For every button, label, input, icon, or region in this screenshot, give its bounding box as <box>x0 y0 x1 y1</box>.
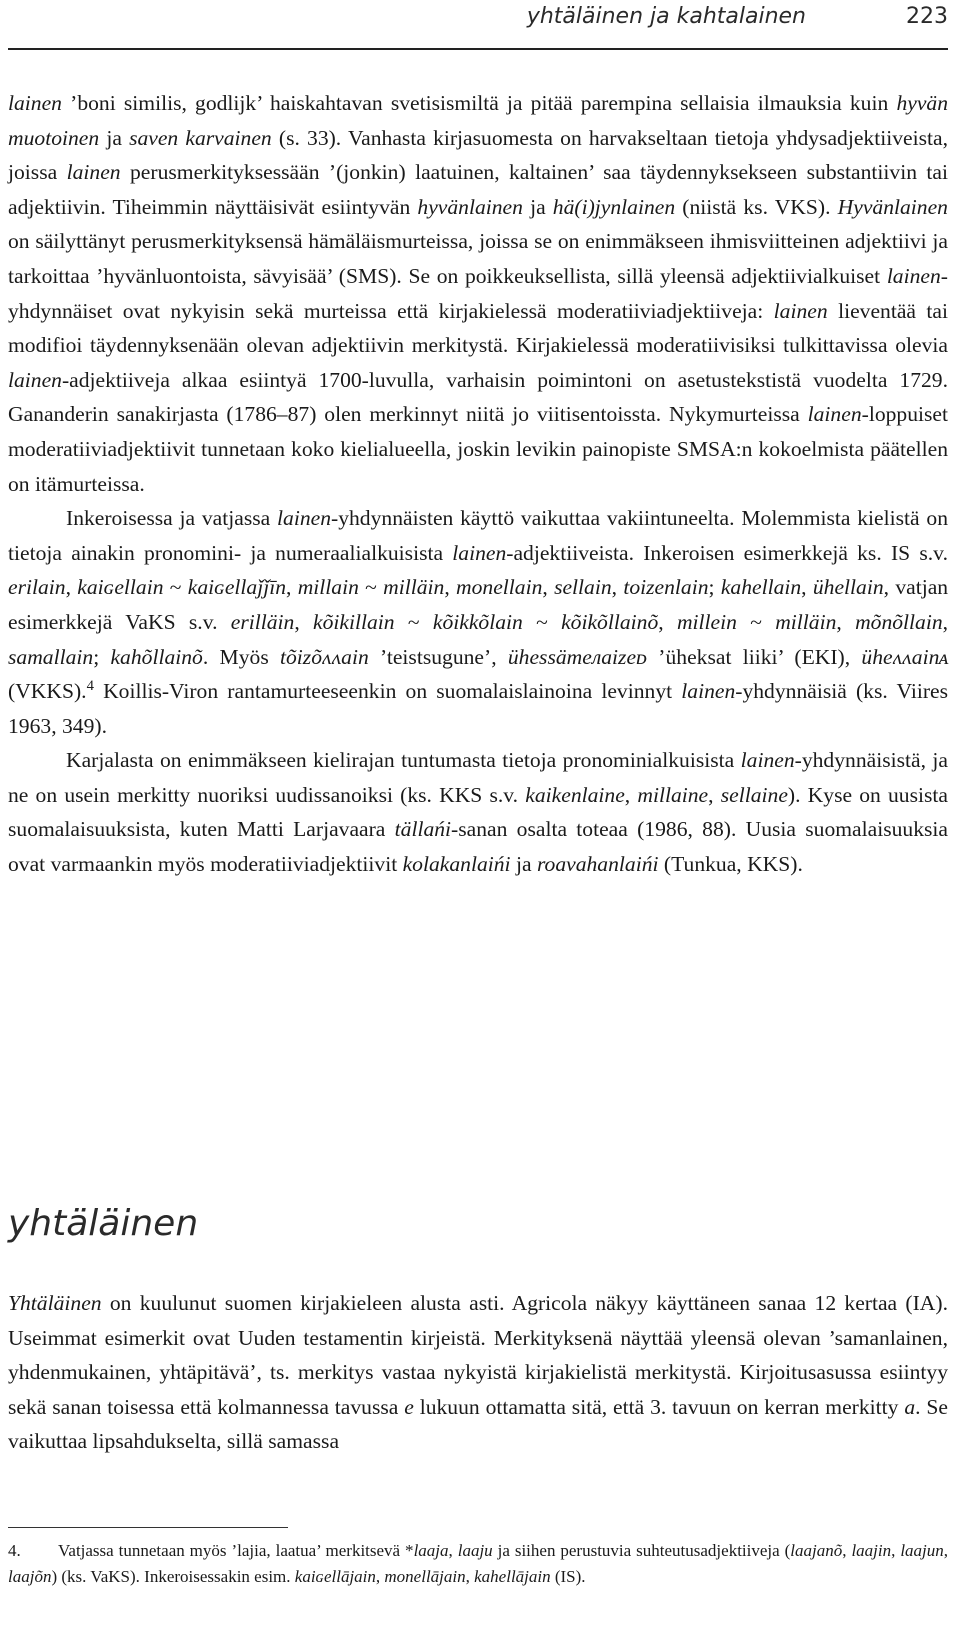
page-header <box>0 0 948 50</box>
page-number: 223 <box>906 4 948 29</box>
section-text <box>8 1286 948 1459</box>
paragraph: Yhtäläinen on kuulunut suomen kirjakieleen alusta asti. Agricola näkyy käyttäneen sanaa 12 kertaa (IA). Useimmat esimerkit ovat Uuden testamentin kirjeistä. Merkityksenä näyttää yleensä olevan ’samanlainen, yhdenmukainen, yhtäpitävä’, ts. merkitys vastaa nykyistä kirjakielistä merkitystä. Kirjoitusasussa esiintyy sekä sanan toisessa että kolmannessa tavussa e lukuun ottamatta sitä, että 3. tavuun on kerran merkitty a. Se vaikuttaa lipsahdukselta, sillä samassa <box>8 1291 949 1454</box>
section-heading: yhtäläinen <box>8 1203 199 1244</box>
paragraph: lainen ’boni similis, godlijk’ haiskahtavan svetisismiltä ja pitää parempina sellaisia ilmauksia kuin hyvän muotoinen ja saven karvainen (s. 33). Vanhasta kirjasuomesta on harvakseltaan tietoja yhdysadjektiiveista, joissa lainen perusmerkityksessään ’(jonkin) laatuinen, kaltainen’ saa täydennyksekseen substantiivin tai adjektiivin. Tiheimmin näyttäisivät esiintyvän hyvänlainen ja hä(i)jynlainen (niistä ks. VKS). Hyvänlainen on säilyttänyt perusmerkityksensä hämäläismurteissa, joissa se on enimmäkseen ihmisviitteinen adjektiivi ja tarkoittaa ’hyvänluontoista, sävyisää’ (SMS). Se on poikkeuksellista, sillä yleensä adjektiivialkuiset lainen-yhdynnäiset ovat nykyisin sekä murteissa että kirjakielessä moderatiiviadjektiiveja: lainen lieventää tai modifioi täydennyksenään olevan adjektiivin merkitystä. Kirjakielessä moderatiivisiksi tulkittavissa olevia lainen-adjektiiveja alkaa esiintyä 1700-luvulla, varhaisin poimintoni on asetustekstistä vuodelta 1729. Gananderin sanakirjasta (1786–87) olen merkinnyt niitä jo viitisentoissta. Nykymurteissa lainen-loppuiset moderatiiviadjektiivit tunnetaan koko kielialueella, joskin levikin painopiste SMSA:n kokoelmista päätellen on itämurteissa. <box>8 91 949 496</box>
paragraph: Karjalasta on enimmäkseen kielirajan tuntumasta tietoja pronominialkuisista lainen-yhdynnäisistä, ja ne on usein merkitty nuoriksi uudissanoiksi (ks. KKS s.v. kaikenlaine, millaine, sellaine). Kyse on uusista suomalaisuuksista, kuten Matti Larjavaara tällańi-sanan osalta toteaa (1986, 88). Uusia suomalaisuuksia ovat varmaankin myös moderatiiviadjektiivit kolakanlaińi ja roavahanlaińi (Tunkua, KKS). <box>8 748 948 877</box>
paragraph: Inkeroisessa ja vatjassa lainen-yhdynnäisten käyttö vaikuttaa vakiintuneelta. Molemmista kielistä on tietoja ainakin pronomini- ja numeraalialkuisista lainen-adjektiiveista. Inkeroisen esimerkkejä ks. IS s.v. erilain, kaiɢellain ~ kaiɢellaǰǰīn, millain ~ milläin, monellain, sellain, toizenlain; kahellain, ühellain, vatjan esimerkkejä VaKS s.v. erilläin, kõikillain ~ kõikkõlain ~ kõikõllainõ, millein ~ milläin, mõnõllain, samallain; kahõllainõ. Myös tõizõʌʌain ’teistsugune’, ühessämeлaizeᴅ ’üheksat liiki’ (EKI), üheʌʌainᴀ (VKKS).$^4$ Koillis-Viron rantamurteeseenkin on suomalaislainoina levinnyt lainen-yhdynnäisiä (ks. Viires 1963, 349). <box>8 506 949 738</box>
main-text <box>8 86 948 882</box>
footnote: 4. Vatjassa tunnetaan myös ’lajia, laatua’ merkitsevä *laaja, laaju ja siihen perustuvia suhteutusadjektiiveja (laajanõ, laajin, laajun, laajõn) (ks. VaKS). Inkeroisessakin esim. kaiɢellājain, monellājain, kahellājain (IS). <box>8 1538 948 1590</box>
header-rule <box>8 48 948 50</box>
footnote-rule <box>8 1527 288 1528</box>
footnote-number: 4. <box>8 1541 21 1560</box>
running-title: yhtäläinen ja kahtalainen <box>526 4 806 29</box>
